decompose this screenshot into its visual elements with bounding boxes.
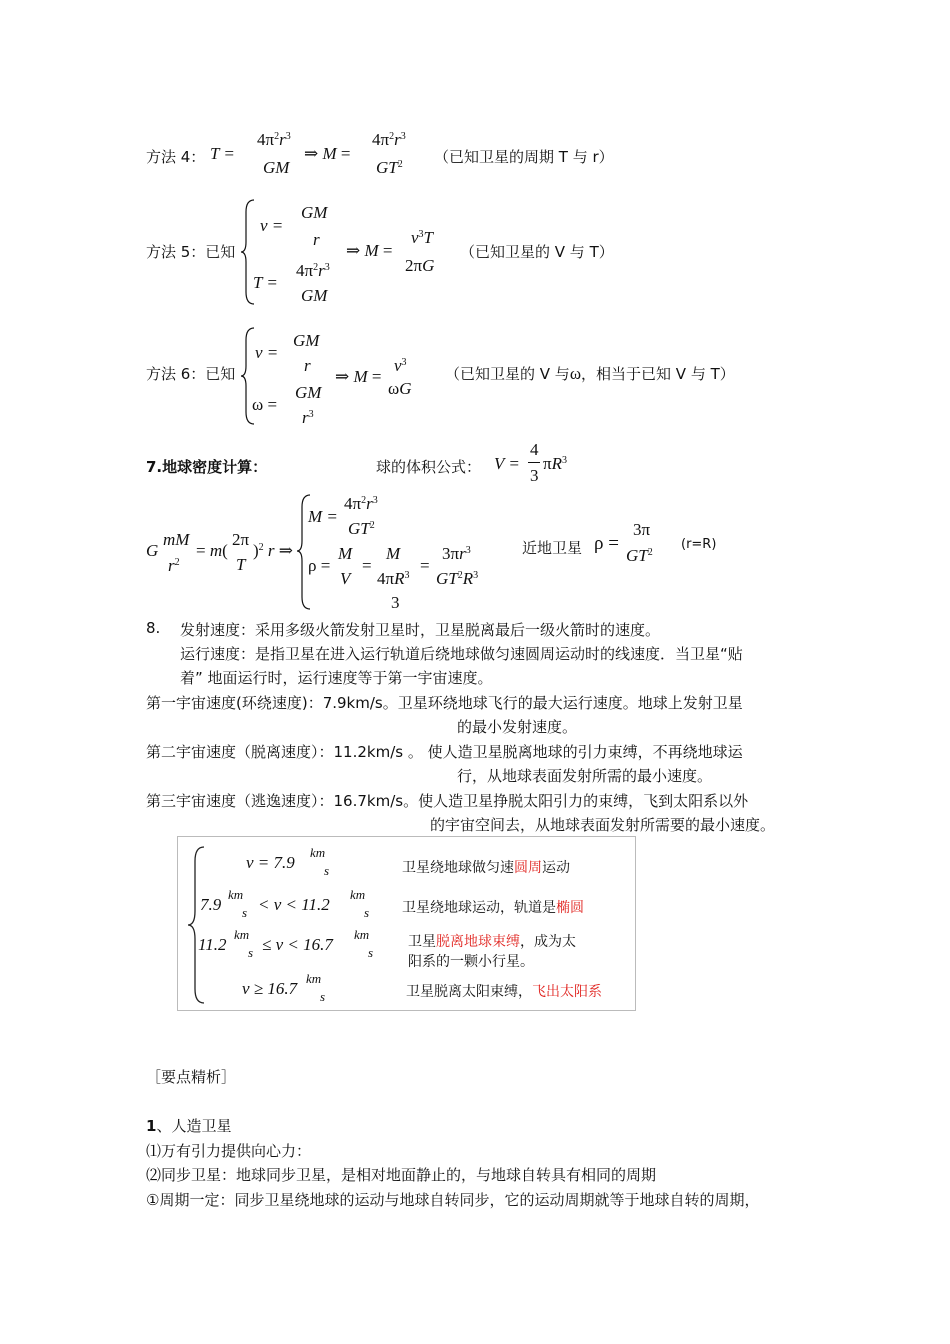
m5-T: T = — [253, 273, 278, 292]
r1-desc: 卫星绕地球做匀速圆周运动 — [402, 860, 570, 876]
s8-run2: 着” 地面运行时，运行速度等于第一宇宙速度。 — [180, 669, 493, 687]
m4-num: $4\pi^2r^3$ — [257, 130, 291, 149]
m6-r3: $r^3$ — [302, 408, 314, 427]
m4-T: T = — [210, 144, 235, 163]
r2-s1: s — [242, 905, 248, 920]
section7-title: 7.地球密度计算： — [146, 458, 268, 476]
s7-den: $GT^2$ — [348, 519, 375, 538]
s7-M3: M — [386, 544, 401, 563]
r1-km: km — [310, 845, 326, 860]
s8-v1b: 的最小发射速度。 — [457, 718, 578, 736]
m6-w: ω = — [252, 395, 278, 414]
g-G: G — [146, 541, 159, 560]
r3-s2: s — [368, 945, 374, 960]
m4-num2: $4\pi^2r^3$ — [372, 130, 406, 149]
m5-num: $4\pi^2r^3$ — [296, 261, 330, 280]
m4-den: GM — [263, 158, 290, 177]
method5-label: 方法 5：已知 — [146, 243, 236, 261]
sphere-frac-line — [528, 462, 540, 463]
sphere-V: V = — [494, 454, 520, 473]
m6-GM: GM — [293, 331, 320, 350]
g-mM: mM — [163, 530, 190, 549]
r3-km1: km — [234, 927, 250, 942]
near-rho: ρ = — [594, 533, 619, 554]
r3-desc: 卫星脱离地球束缚，成为太 — [408, 934, 576, 950]
method4-label: 方法 4： — [146, 148, 206, 166]
s8-v3b: 的宇宙空间去，从地球表面发射所需要的最小速度。 — [430, 816, 776, 834]
analysis-h1: 1、人造卫星 — [146, 1117, 232, 1135]
s7-3: 3 — [391, 593, 400, 612]
r3-desc2: 阳系的一颗小行星。 — [408, 954, 534, 970]
sphere-4: 4 — [530, 440, 539, 459]
m6-num: $v^3$ — [394, 356, 407, 375]
r2-eq-a: 7.9 — [200, 895, 222, 914]
analysis-p1: ⑴万有引力提供向心力： — [146, 1142, 312, 1160]
sphere-label: 球的体积公式： — [376, 458, 482, 476]
near-GT2: $GT^2$ — [626, 546, 653, 565]
r1-eq: v = 7.9 — [246, 853, 295, 872]
s7-eq: = — [362, 556, 372, 575]
sphere-piR3: $\pi R^3$ — [543, 454, 567, 473]
s7-4piR3: $4\pi R^3$ — [377, 569, 410, 588]
g-eq: = m( — [196, 541, 228, 560]
r4-eq: v ≥ 16.7 — [242, 979, 298, 998]
m5-v: v = — [260, 216, 284, 235]
m6-v: v = — [255, 343, 279, 362]
g-T: T — [236, 555, 246, 574]
analysis-heading: ［要点精析］ — [146, 1068, 237, 1086]
m6-GM2: GM — [295, 383, 322, 402]
s7-num3: $3\pi r^3$ — [442, 544, 471, 563]
m6-arrow: ⇒ M = — [335, 367, 382, 386]
g-2pi: 2π — [232, 530, 250, 549]
method4-note: （已知卫星的周期 T 与 r） — [434, 148, 614, 166]
r4-km: km — [306, 971, 322, 986]
r4-s: s — [320, 989, 326, 1004]
m5-arrow: ⇒ M = — [346, 241, 393, 260]
r1-s: s — [324, 863, 330, 878]
s8-v3a: 第三宇宙速度（逃逸速度）：16.7km/s。使人造卫星挣脱太阳引力的束缚，飞到太阳系以外 — [146, 792, 749, 810]
m5-num2: $v^3T$ — [411, 228, 434, 247]
sphere-3: 3 — [530, 466, 539, 485]
analysis-p2: ⑵同步卫星：地球同步卫星，是相对地面静止的，与地球自转具有相同的周期 — [146, 1166, 657, 1184]
s7-eq2: = — [420, 556, 430, 575]
r2-km1: km — [228, 887, 244, 902]
near-3pi: 3π — [633, 520, 651, 539]
s8-v2a: 第二宇宙速度（脱离速度）：11.2km/s 。 使人造卫星脱离地球的引力束缚，不再绕地球运 — [146, 743, 743, 761]
s7-V: V — [340, 569, 351, 588]
m4-arrow: ⇒ M = — [304, 144, 351, 163]
m6-den: ωG — [388, 379, 412, 398]
s7-rho: ρ = — [308, 556, 331, 575]
m5-r: r — [313, 230, 320, 249]
s8-num: 8. — [146, 619, 161, 637]
method6-label: 方法 6：已知 — [146, 365, 236, 383]
g-r2: $r^2$ — [168, 556, 180, 575]
s8-run1: 运行速度：是指卫星在进入运行轨道后绕地球做匀速圆周运动时的线速度．当卫星“贴 — [180, 645, 743, 663]
r2-eq-b: < v < 11.2 — [258, 895, 330, 914]
s7-den3: $GT^2R^3$ — [436, 569, 479, 588]
method5-note: （已知卫星的 V 与 T） — [460, 243, 614, 261]
r3-eq-b: ≤ v < 16.7 — [262, 935, 333, 954]
method6-note: （已知卫星的 V 与ω，相当于已知 V 与 T） — [445, 364, 735, 383]
near-rR: (r=R) — [681, 537, 717, 552]
m5-den: GM — [301, 286, 328, 305]
s8-launch: 发射速度：采用多级火箭发射卫星时，卫星脱离最后一级火箭时的速度。 — [180, 621, 661, 639]
r3-s1: s — [248, 945, 254, 960]
r2-s2: s — [364, 905, 370, 920]
table-brace — [186, 845, 206, 1005]
s7-M2: M — [338, 544, 353, 563]
m5-den2: 2πG — [405, 256, 435, 275]
r2-km2: km — [350, 887, 366, 902]
s8-v1a: 第一宇宙速度(环绕速度)：7.9km/s。卫星环绕地球飞行的最大运行速度。地球上发射卫星 — [146, 694, 743, 712]
m5-GM: GM — [301, 203, 328, 222]
r3-eq-a: 11.2 — [198, 935, 227, 954]
velocity-summary-figure — [177, 836, 636, 1011]
r4-desc: 卫星脱离太阳束缚，飞出太阳系 — [406, 984, 602, 1000]
s7-M: M = — [308, 507, 338, 526]
r2-desc: 卫星绕地球运动，轨道是椭圆 — [402, 900, 584, 916]
analysis-p3: ①周期一定：同步卫星绕地球的运动与地球自转同步，它的运动周期就等于地球自转的周期， — [146, 1191, 760, 1209]
m4-den2: $GT^2$ — [376, 158, 403, 177]
g-close: )$^2$ r ⇒ — [253, 541, 294, 560]
s8-v2b: 行，从地球表面发射所需的最小速度。 — [457, 767, 713, 785]
s7-num: $4\pi^2r^3$ — [344, 494, 378, 513]
near-label: 近地卫星 — [522, 539, 583, 557]
m6-r: r — [304, 356, 311, 375]
r3-km2: km — [354, 927, 370, 942]
